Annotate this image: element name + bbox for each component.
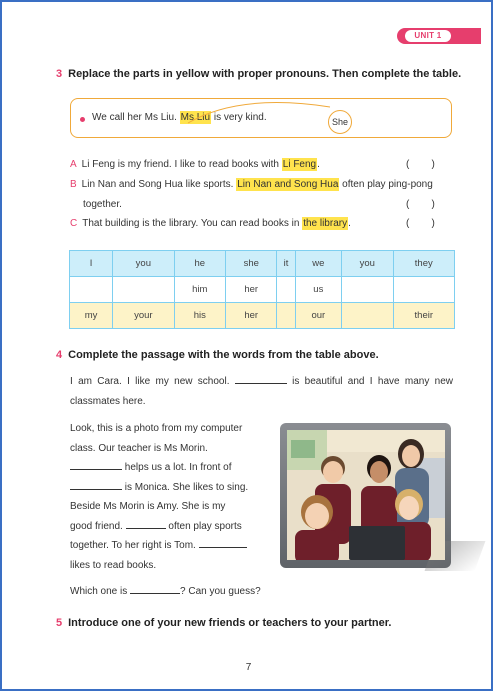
table-cell: he [174, 251, 225, 277]
unit-badge [397, 28, 481, 44]
blank-5[interactable] [199, 538, 247, 548]
table-cell: I [70, 251, 113, 277]
table-cell: us [295, 277, 341, 303]
table-cell: you [342, 251, 393, 277]
blank-4[interactable] [126, 519, 166, 529]
option-b-answer[interactable]: ( ) [406, 199, 435, 210]
table-cell: her [225, 277, 276, 303]
table-row-subject [70, 251, 455, 277]
table-cell: your [113, 303, 174, 329]
table-cell-blank[interactable] [277, 303, 295, 329]
bullet-dot-icon [80, 117, 85, 122]
question-line: Which one is ? Can you guess? [70, 586, 261, 597]
pronoun-table [69, 250, 455, 329]
option-b: B Lin Nan and Song Hua like sports. Lin Nan and Song Hua often play ping-pong [70, 179, 433, 190]
table-cell-blank[interactable] [277, 277, 295, 303]
intro-paragraph: I am Cara. I like my new school. is beautiful and I have many new classmates here. [70, 376, 454, 407]
table-cell: it [277, 251, 295, 277]
question-3-number: 3 [56, 68, 63, 80]
page-number: 7 [245, 662, 252, 673]
question-4-number: 4 [56, 349, 63, 361]
option-c-answer[interactable]: ( ) [406, 218, 435, 229]
example-sentence: We call her Ms Liu. Ms Liu is very kind. [92, 112, 267, 123]
table-cell: their [393, 303, 454, 329]
blank-2[interactable] [70, 460, 122, 470]
question-5-title: 5 Introduce one of your new friends or teachers to your partner. [56, 617, 392, 629]
table-cell-blank[interactable] [70, 277, 113, 303]
classroom-photo-image [287, 430, 445, 560]
question-4-title: 4 Complete the passage with the words from the table above. [56, 349, 379, 361]
table-cell-blank[interactable] [393, 277, 454, 303]
table-cell: they [393, 251, 454, 277]
question-3-title: 3 Replace the parts in yellow with proper pronouns. Then complete the table. [56, 68, 462, 80]
classroom-photo [287, 430, 445, 560]
table-cell: she [225, 251, 276, 277]
example-answer: She [328, 110, 352, 134]
table-cell: you [113, 251, 174, 277]
table-cell-blank[interactable] [113, 277, 174, 303]
table-cell: our [295, 303, 341, 329]
option-a-answer[interactable]: ( ) [406, 159, 435, 170]
blank-3[interactable] [70, 480, 122, 490]
table-cell: we [295, 251, 341, 277]
option-b-line2: together. [83, 199, 122, 210]
option-a: A Li Feng is my friend. I like to read books with Li Feng. [70, 159, 320, 170]
blank-6[interactable] [130, 584, 180, 594]
question-5-number: 5 [56, 617, 63, 629]
option-c: C That building is the library. You can read books in the library. [70, 218, 351, 229]
table-cell: her [225, 303, 276, 329]
example-highlight: Ms Liu [180, 112, 211, 123]
table-cell-blank[interactable] [342, 303, 393, 329]
table-row-possessive [70, 303, 455, 329]
table-cell-blank[interactable] [342, 277, 393, 303]
blank-1[interactable] [235, 374, 287, 384]
table-cell: my [70, 303, 113, 329]
table-cell: him [174, 277, 225, 303]
table-row-object [70, 277, 455, 303]
unit-badge-label: UNIT 1 [405, 30, 451, 42]
passage-paragraph: Look, this is a photo from my computer class. Our teacher is Ms Morin. helps us a lot. In front of is Monica. She likes to sing. Beside Ms Morin is Amy. She is my good friend. often play sports together. To her right is Tom. likes to read books. [70, 423, 249, 571]
table-cell: his [174, 303, 225, 329]
